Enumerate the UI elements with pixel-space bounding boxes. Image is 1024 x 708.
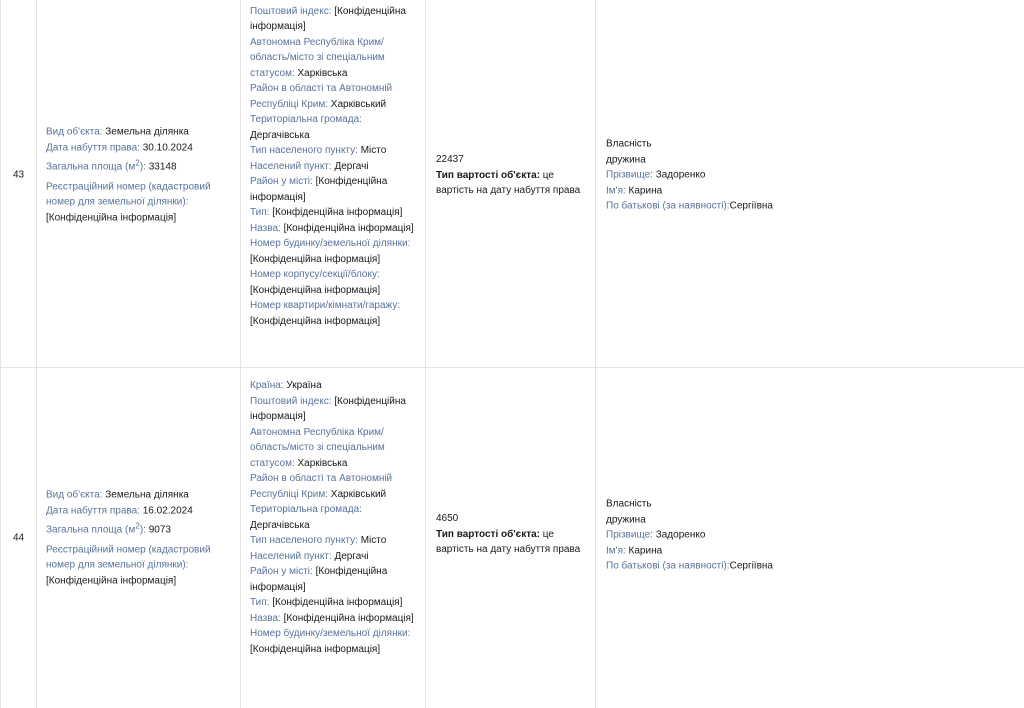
owner-patronymic: По батькові (за наявності):Сергіївна: [606, 560, 773, 572]
registration-number: Реєстраційний номер (кадастровий номер для земельної ділянки): [Конфіденційна інформація]: [46, 181, 211, 224]
address-line-settlement-type: Тип населеного пункту: Місто: [250, 145, 387, 156]
row-number-cell: [0, 368, 37, 708]
address-line-community: Територіальна громада: Дергачівська: [250, 504, 362, 531]
owner-relation: дружина: [606, 153, 646, 165]
value-type: Тип вартості об'єкта: це вартість на дату набуття права: [436, 528, 581, 555]
total-area: Загальна площа $(м^2)$: 33148: [46, 157, 177, 173]
address-line-building: Номер будинку/земельної ділянки: [Конфіденційна інформація]: [250, 628, 411, 655]
acquisition-date: Дата набуття права: 30.10.2024: [46, 141, 193, 153]
owner-name: Ім'я: Карина: [606, 184, 663, 196]
object-cell: [37, 0, 241, 368]
owner-surname: Прізвище: Задоренко: [606, 169, 706, 181]
value-cell: [426, 368, 596, 708]
address-line-region: Автономна Республіка Крим/ область/місто зі спеціальним статусом: Харківська: [250, 426, 385, 469]
address-line-city-district: Район у місті: [Конфіденційна інформація]: [250, 176, 388, 203]
address-line-apartment: Номер квартири/кімнати/гаражу: [Конфіденційна інформація]: [250, 300, 401, 327]
address-line-settlement: Населений пункт: Дергачі: [250, 550, 369, 562]
ownership-right: Власність: [606, 498, 652, 510]
acquisition-date: Дата набуття права: 16.02.2024: [46, 504, 193, 516]
address-line-postal-code: Поштовий індекс: [Конфіденційна інформація]: [250, 395, 406, 422]
address-line-street-type: Тип: [Конфіденційна інформація]: [250, 597, 403, 608]
owner-cell: [596, 0, 1024, 368]
value-amount: 4650: [436, 512, 459, 524]
owner-patronymic: По батькові (за наявності):Сергіївна: [606, 200, 773, 212]
registration-number: Реєстраційний номер (кадастровий номер для земельної ділянки): [Конфіденційна інформація]: [46, 544, 211, 587]
table-row: [0, 368, 1024, 708]
value-cell: [426, 0, 596, 368]
object-type: Вид об'єкта: Земельна ділянка: [46, 126, 189, 138]
address-line-street-name: Назва: [Конфіденційна інформація]: [250, 222, 414, 234]
row-number: 43: [12, 169, 25, 181]
address-line-region: Автономна Республіка Крим/ область/місто зі спеціальним статусом: Харківська: [250, 36, 385, 79]
address-line-block: Номер корпусу/секції/блоку: [Конфіденційна інформація]: [250, 269, 381, 296]
address-cell: [241, 0, 426, 368]
total-area: Загальна площа $(м^2)$: 9073: [46, 520, 171, 536]
object-cell: [37, 368, 241, 708]
address-line-district: Район в області та Автономній Республіці Крим: Харківський: [250, 83, 393, 110]
address-line-settlement-type: Тип населеного пункту: Місто: [250, 535, 387, 546]
address-line-community: Територіальна громада: Дергачівська: [250, 114, 362, 141]
address-line-city-district: Район у місті: [Конфіденційна інформація]: [250, 566, 388, 593]
value-amount: 22437: [436, 153, 464, 165]
address-cell: [241, 368, 426, 708]
row-number-cell: [0, 0, 37, 368]
owner-relation: дружина: [606, 513, 646, 525]
address-line-settlement: Населений пункт: Дергачі: [250, 160, 369, 172]
address-line-postal-code: Поштовий індекс: [Конфіденційна інформація]: [250, 5, 406, 32]
row-number: 44: [12, 532, 25, 544]
address-line-street-type: Тип: [Конфіденційна інформація]: [250, 207, 403, 218]
ownership-right: Власність: [606, 138, 652, 150]
address-line-street-name: Назва: [Конфіденційна інформація]: [250, 612, 414, 624]
owner-cell: [596, 368, 1024, 708]
object-type: Вид об'єкта: Земельна ділянка: [46, 489, 189, 501]
address-line-building: Номер будинку/земельної ділянки: [Конфіденційна інформація]: [250, 238, 411, 265]
address-line-district: Район в області та Автономній Республіці Крим: Харківський: [250, 473, 393, 500]
value-type: Тип вартості об'єкта: це вартість на дату набуття права: [436, 169, 581, 196]
owner-surname: Прізвище: Задоренко: [606, 529, 706, 541]
address-line-country: Країна: Україна: [250, 380, 322, 391]
owner-name: Ім'я: Карина: [606, 544, 663, 556]
